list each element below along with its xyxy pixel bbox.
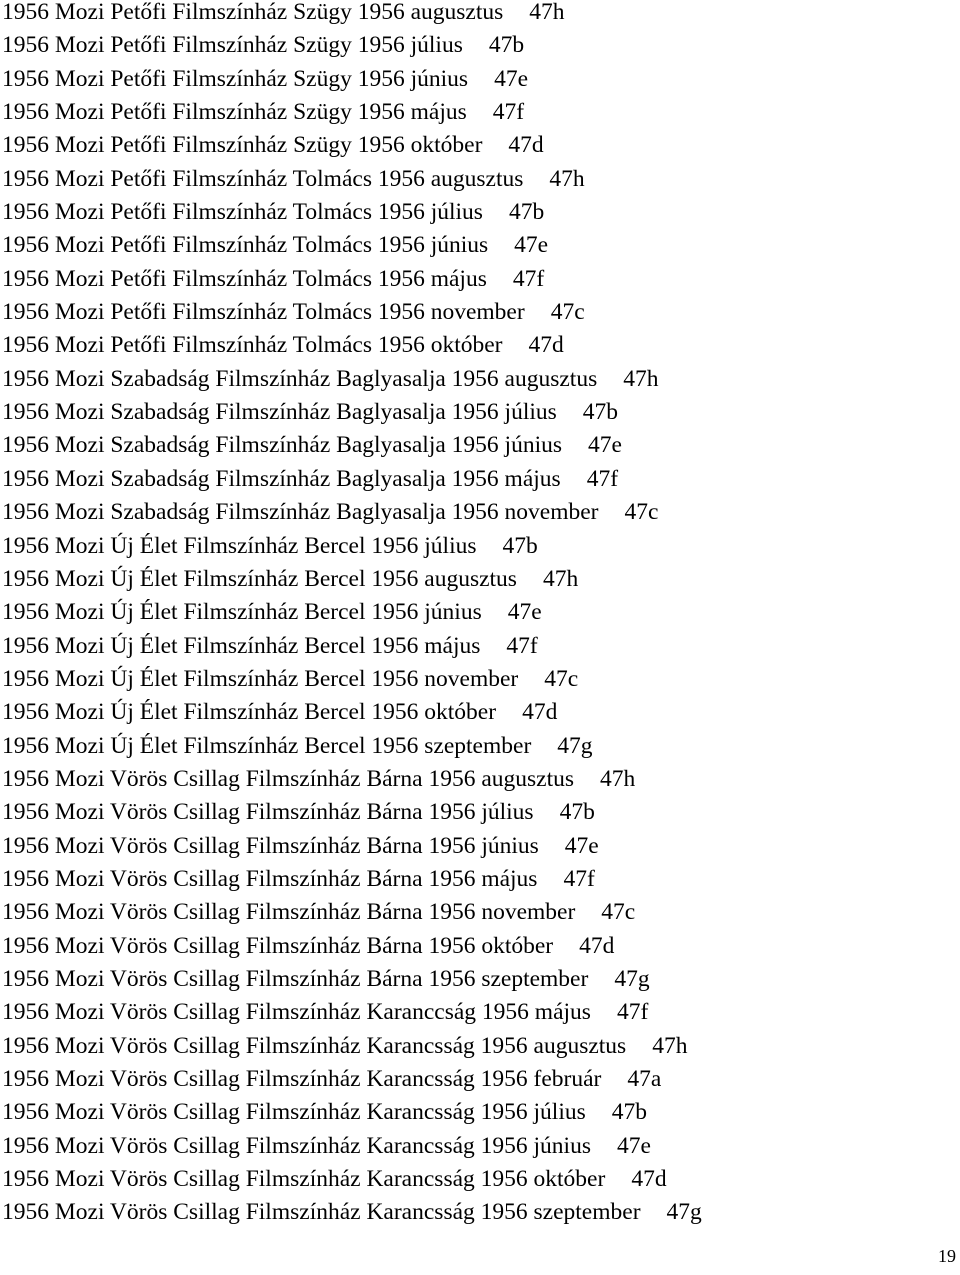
entry-text: 1956 Mozi Vörös Csillag Filmszínház Bárna 1956 június <box>2 832 539 859</box>
entry-text: 1956 Mozi Vörös Csillag Filmszínház Bárna 1956 május <box>2 865 538 892</box>
entry-text: 1956 Mozi Petőfi Filmszínház Tolmács 1956 október <box>2 332 503 359</box>
list-item <box>2 763 952 796</box>
entry-text: 1956 Mozi Petőfi Filmszínház Tolmács 1956 november <box>2 299 525 326</box>
list-item <box>2 96 952 129</box>
entry-text: 1956 Mozi Petőfi Filmszínház Szügy 1956 augusztus <box>2 0 504 25</box>
list-item <box>2 0 952 29</box>
list-item <box>2 329 952 362</box>
entry-text: 1956 Mozi Szabadság Filmszínház Baglyasalja 1956 május <box>2 465 561 492</box>
list-item <box>2 263 952 296</box>
entry-code: 47e <box>564 832 599 859</box>
entry-text: 1956 Mozi Petőfi Filmszínház Tolmács 1956 augusztus <box>2 165 524 192</box>
list-item <box>2 1163 952 1196</box>
entry-text: 1956 Mozi Szabadság Filmszínház Baglyasalja 1956 augusztus <box>2 365 598 392</box>
list-item <box>2 563 952 596</box>
entry-text: 1956 Mozi Új Élet Filmszínház Bercel 1956 október <box>2 699 497 726</box>
entry-code: 47h <box>549 165 585 192</box>
entry-code: 47d <box>508 132 544 159</box>
list-item <box>2 1030 952 1063</box>
entry-text: 1956 Mozi Szabadság Filmszínház Baglyasalja 1956 július <box>2 399 557 426</box>
list-item <box>2 1130 952 1163</box>
entry-text: 1956 Mozi Vörös Csillag Filmszínház Bárna 1956 október <box>2 932 554 959</box>
entry-code: 47d <box>579 932 615 959</box>
entry-text: 1956 Mozi Vörös Csillag Filmszínház Karancsság 1956 június <box>2 1132 591 1159</box>
list-item <box>2 63 952 96</box>
entry-code: 47e <box>616 1132 651 1159</box>
list-item <box>2 830 952 863</box>
entry-text: 1956 Mozi Vörös Csillag Filmszínház Bárna 1956 november <box>2 899 576 926</box>
list-item <box>2 863 952 896</box>
list-item <box>2 896 952 929</box>
list-item <box>2 163 952 196</box>
entry-text: 1956 Mozi Vörös Csillag Filmszínház Karancsság 1956 október <box>2 1166 606 1193</box>
entry-text: 1956 Mozi Petőfi Filmszínház Szügy 1956 október <box>2 132 483 159</box>
entry-code: 47b <box>508 199 545 226</box>
entry-code: 47h <box>652 1032 688 1059</box>
entry-code: 47h <box>600 765 636 792</box>
list-item <box>2 229 952 262</box>
entry-text: 1956 Mozi Új Élet Filmszínház Bercel 1956 június <box>2 599 482 626</box>
list-item <box>2 996 952 1029</box>
entry-code: 47f <box>506 632 538 659</box>
list-item <box>2 129 952 162</box>
entry-code: 47d <box>528 332 564 359</box>
entry-code: 47f <box>586 465 619 492</box>
entry-text: 1956 Mozi Vörös Csillag Filmszínház Karancsság 1956 szeptember <box>2 1199 641 1226</box>
list-item <box>2 296 952 329</box>
entry-code: 47e <box>588 432 622 459</box>
entry-text: 1956 Mozi Petőfi Filmszínház Szügy 1956 július <box>2 32 463 59</box>
entry-code: 47f <box>616 999 649 1026</box>
entry-code: 47c <box>601 899 636 926</box>
list-item <box>2 29 952 62</box>
list-item <box>2 396 952 429</box>
entry-code: 47e <box>514 232 549 259</box>
entry-text: 1956 Mozi Petőfi Filmszínház Tolmács 1956 július <box>2 199 483 226</box>
list-item <box>2 1196 952 1229</box>
list-item <box>2 1063 952 1096</box>
entry-code: 47c <box>624 499 659 526</box>
entry-text: 1956 Mozi Új Élet Filmszínház Bercel 1956 szeptember <box>2 732 532 759</box>
entry-text: 1956 Mozi Vörös Csillag Filmszínház Bárna 1956 szeptember <box>2 965 589 992</box>
entry-text: 1956 Mozi Petőfi Filmszínház Tolmács 1956 május <box>2 265 487 292</box>
entry-code: 47g <box>614 965 650 992</box>
list-item <box>2 496 952 529</box>
entry-code: 47e <box>507 599 542 626</box>
entry-text: 1956 Mozi Vörös Csillag Filmszínház Karancsság 1956 február <box>2 1066 602 1092</box>
entry-text: 1956 Mozi Új Élet Filmszínház Bercel 1956 július <box>2 532 477 559</box>
entry-code: 47c <box>550 299 585 326</box>
list-item <box>2 196 952 229</box>
entry-code: 47c <box>544 665 579 692</box>
entry-text: 1956 Mozi Vörös Csillag Filmszínház Bárna 1956 július <box>2 799 534 826</box>
entry-code: 47b <box>582 399 619 426</box>
entry-text: 1956 Mozi Új Élet Filmszínház Bercel 1956 augusztus <box>2 565 517 592</box>
list-item <box>2 530 952 563</box>
list-item <box>2 930 952 963</box>
entry-code: 47f <box>512 265 545 292</box>
entry-code: 47g <box>666 1199 702 1226</box>
entry-code: 47b <box>502 532 538 559</box>
entry-code: 47b <box>611 1099 647 1126</box>
entry-text: 1956 Mozi Új Élet Filmszínház Bercel 1956 november <box>2 665 519 692</box>
entry-text: 1956 Mozi Petőfi Filmszínház Tolmács 1956 június <box>2 232 489 259</box>
list-item <box>2 663 952 696</box>
page-number: 19 <box>938 1246 956 1266</box>
entry-text: 1956 Mozi Vörös Csillag Filmszínház Karanccság 1956 május <box>2 999 591 1026</box>
list-item <box>2 596 952 629</box>
entry-text: 1956 Mozi Vörös Csillag Filmszínház Karancsság 1956 július <box>2 1099 586 1126</box>
entry-code: 47b <box>559 799 595 826</box>
entry-code: 47h <box>623 365 659 392</box>
list-item <box>2 1096 952 1129</box>
list-item <box>2 363 952 396</box>
entry-code: 47h <box>542 565 579 592</box>
entry-code: 47f <box>563 865 595 892</box>
entry-code: 47h <box>529 0 565 25</box>
entry-text: 1956 Mozi Vörös Csillag Filmszínház Karancsság 1956 augusztus <box>2 1032 627 1059</box>
entry-text: 1956 Mozi Új Élet Filmszínház Bercel 1956 május <box>2 632 481 659</box>
entry-text: 1956 Mozi Petőfi Filmszínház Szügy 1956 május <box>2 99 467 126</box>
entry-code: 47b <box>488 32 525 59</box>
entry-code: 47g <box>557 732 593 759</box>
list-item <box>2 696 952 729</box>
entry-code: 47d <box>522 699 558 726</box>
entry-code: 47d <box>631 1166 667 1193</box>
entry-text: 1956 Mozi Petőfi Filmszínház Szügy 1956 június <box>2 65 469 92</box>
list-item <box>2 429 952 462</box>
entry-text: 1956 Mozi Szabadság Filmszínház Baglyasalja 1956 június <box>2 432 562 459</box>
entry-text: 1956 Mozi Vörös Csillag Filmszínház Bárna 1956 augusztus <box>2 765 574 792</box>
entry-text: 1956 Mozi Szabadság Filmszínház Baglyasalja 1956 november <box>2 499 599 526</box>
list-item <box>2 963 952 996</box>
list-item <box>2 730 952 763</box>
list-item <box>2 630 952 663</box>
entry-code: 47a <box>627 1066 662 1092</box>
entry-code: 47f <box>492 99 525 126</box>
list-item <box>2 463 952 496</box>
entry-code: 47e <box>494 65 529 92</box>
list-item <box>2 796 952 829</box>
entry-list <box>2 0 952 1230</box>
